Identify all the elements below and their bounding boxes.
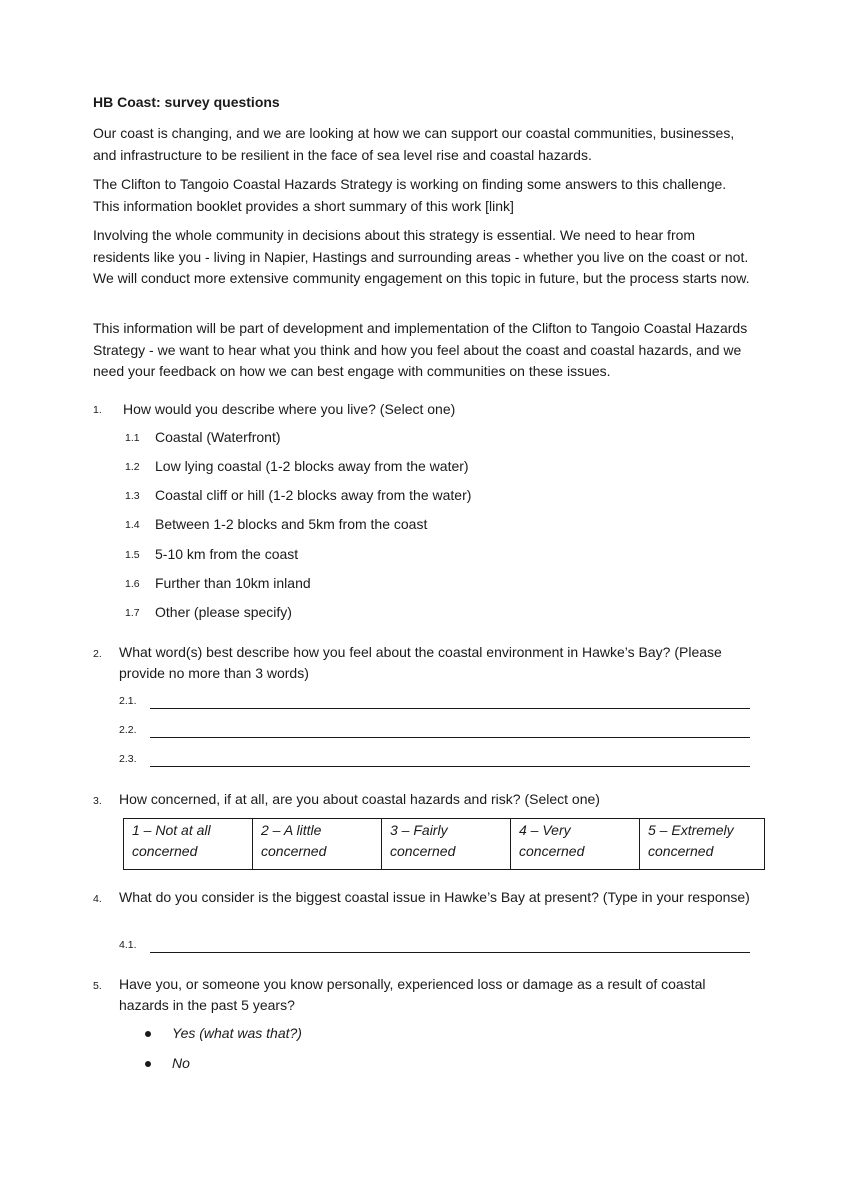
option-number: 1.4 [125, 519, 140, 531]
question-number: 3. [93, 795, 102, 807]
option-label: Coastal (Waterfront) [155, 429, 281, 445]
question-4-text: What do you consider is the biggest coastal issue in Hawke’s Bay at present? (Type in your response) [119, 889, 750, 905]
option-number: 1.1 [125, 432, 140, 444]
q1-option[interactable] [125, 458, 625, 478]
question-number: 1. [93, 404, 102, 416]
question-5-text: Have you, or someone you know personally, experienced loss or damage as a result of coastal hazards in the past 5 years? [119, 976, 706, 1013]
page-title: HB Coast: survey questions [93, 94, 280, 110]
answer-blank[interactable] [119, 937, 755, 955]
answer-line[interactable] [150, 737, 750, 738]
answer-line[interactable] [150, 766, 750, 767]
option-label: 5-10 km from the coast [155, 546, 299, 562]
option-number: 1.3 [125, 490, 140, 502]
option-label: Further than 10km inland [155, 575, 311, 591]
question-2-text: What word(s) best describe how you feel about the coastal environment in Hawke’s Bay? (Please provide no more than 3 words) [119, 644, 722, 681]
option-label: Between 1-2 blocks and 5km from the coast [155, 516, 428, 532]
blank-number: 2.3. [119, 753, 137, 765]
question-number: 5. [93, 980, 102, 992]
answer-blank[interactable] [119, 693, 755, 711]
q1-option[interactable] [125, 546, 625, 566]
option-number: 1.2 [125, 461, 140, 473]
scale-option[interactable]: 2 – A little concerned [253, 819, 382, 870]
bullet-icon [145, 1061, 151, 1067]
concern-scale-table [123, 818, 765, 870]
scale-option[interactable]: 3 – Fairly concerned [382, 819, 511, 870]
question-number: 2. [93, 648, 102, 660]
option-label: Coastal cliff or hill (1-2 blocks away from the water) [155, 487, 472, 503]
scale-option[interactable]: 4 – Very concerned [511, 819, 640, 870]
question-1-text: How would you describe where you live? (Select one) [123, 401, 456, 417]
option-number: 1.7 [125, 607, 140, 619]
q1-option[interactable] [125, 487, 625, 507]
q5-option[interactable] [143, 1025, 443, 1045]
option-number: 1.6 [125, 578, 140, 590]
scale-option[interactable]: 1 – Not at all concerned [124, 819, 253, 870]
bullet-icon [145, 1031, 151, 1037]
answer-line[interactable] [150, 708, 750, 709]
option-label: Yes (what was that?) [172, 1025, 302, 1041]
option-label: No [172, 1055, 190, 1071]
table-row [124, 819, 765, 870]
q1-option[interactable] [125, 429, 625, 449]
option-number: 1.5 [125, 549, 140, 561]
question-3-text: How concerned, if at all, are you about coastal hazards and risk? (Select one) [119, 791, 600, 807]
blank-number: 2.1. [119, 695, 137, 707]
option-label: Other (please specify) [155, 604, 292, 620]
option-label: Low lying coastal (1-2 blocks away from the water) [155, 458, 469, 474]
intro-paragraph: The Clifton to Tangoio Coastal Hazards Strategy is working on finding some answers to this challenge. This information booklet provides a short summary of this work [link] [93, 176, 727, 214]
intro-paragraph: Our coast is changing, and we are looking at how we can support our coastal communities, businesses, and infrastructure to be resilient in the face of sea level rise and coastal hazards. [93, 125, 735, 163]
q1-option[interactable] [125, 604, 625, 624]
blank-number: 4.1. [119, 939, 137, 951]
q1-option[interactable] [125, 575, 625, 595]
blank-number: 2.2. [119, 724, 137, 736]
intro-paragraph: This information will be part of development and implementation of the Clifton to Tangoio Coastal Hazards Strategy - we want to hear what you think and how you feel about the coast and coastal hazards, and we need your feedback on how we can best engage with communities on these issues. [93, 320, 748, 379]
q1-option[interactable] [125, 516, 625, 536]
question-number: 4. [93, 893, 102, 905]
scale-option[interactable]: 5 – Extremely concerned [640, 819, 765, 870]
q5-option[interactable] [143, 1055, 443, 1075]
answer-blank[interactable] [119, 722, 755, 740]
answer-line[interactable] [150, 952, 750, 953]
intro-paragraph: Involving the whole community in decisions about this strategy is essential. We need to hear from residents like you - living in Napier, Hastings and surrounding areas - whether you live on the coast or not. We will conduct more extensive community engagement on this topic in future, but the process starts now. [93, 227, 750, 286]
answer-blank[interactable] [119, 751, 755, 769]
